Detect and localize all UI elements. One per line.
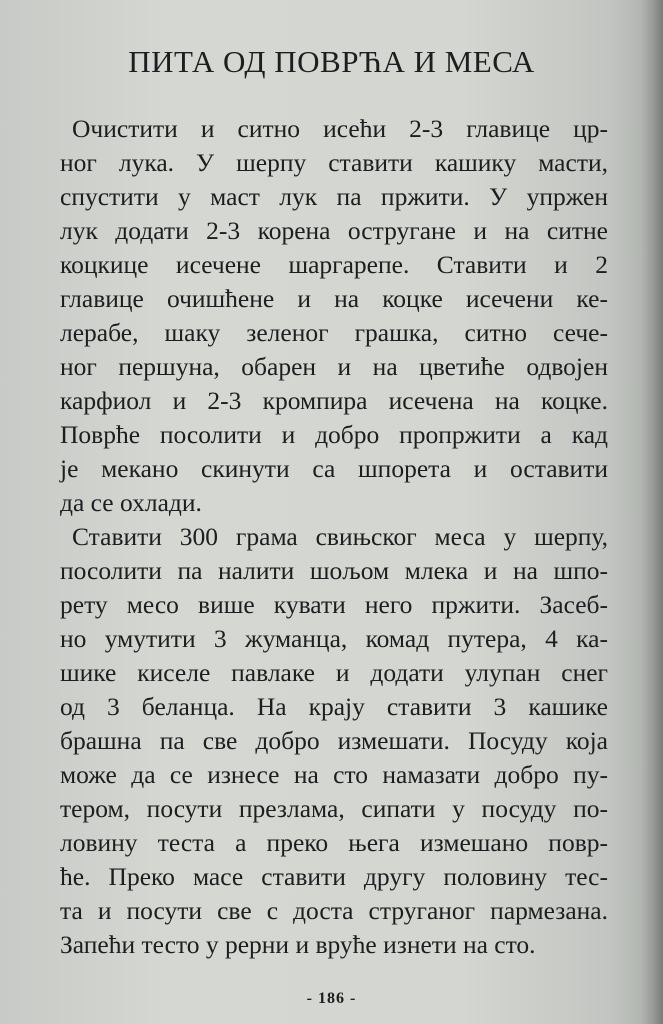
- text-line: лук додати 2-3 корена остругане и на ситне: [60, 216, 608, 245]
- text-line: ће. Преко масе ставити другу половину тес-: [60, 862, 608, 891]
- text-line: Запећи тесто у рерни и вруће изнети на сто.: [60, 930, 536, 959]
- text-line: спустити у маст лук па пржити. У упржен: [60, 182, 608, 211]
- text-line: тером, посути презлама, сипати у посуду по-: [60, 794, 608, 823]
- text-line: шике киселе павлаке и додати улупан снег: [60, 658, 608, 687]
- text-line: рету месо више кувати него пржити. Засеб-: [60, 590, 608, 619]
- text-line: ног першуна, обарен и на цветиће одвојен: [60, 352, 608, 381]
- text-line: лерабе, шаку зеленог грашка, ситно сече-: [60, 318, 608, 347]
- text-line: та и посути све с доста струганог пармезана.: [60, 896, 608, 925]
- text-line: но умутити 3 жуманца, комад путера, 4 ка-: [60, 624, 608, 653]
- recipe-title: ПИТА ОД ПОВРЋА И МЕСА: [128, 44, 535, 79]
- text-line: је мекано скинути са шпорета и оставити: [60, 454, 608, 483]
- text-line: коцкице исечене шаргарепе. Ставити и 2: [60, 250, 608, 279]
- text-line: Поврће посолити и добро пропржити а кад: [60, 420, 608, 449]
- text-line: од 3 беланца. На крају ставити 3 кашике: [60, 692, 608, 721]
- text-line: карфиол и 2-3 кромпира исечена на коцке.: [60, 386, 608, 415]
- text-line: може да се изнесе на сто намазати добро пу-: [60, 760, 608, 789]
- page-number: - 186 -: [306, 990, 357, 1007]
- text-line: да се охлади.: [60, 488, 202, 517]
- text-line: ног лука. У шерпу ставити кашику масти,: [60, 148, 608, 177]
- text-line: ловину теста а преко њега измешано повр-: [60, 828, 608, 857]
- text-line: Ставити 300 грама свињског меса у шерпу,: [72, 522, 608, 551]
- text-line: главице очишћене и на коцке исечени ке-: [60, 284, 608, 313]
- page-edge-shadow: [641, 0, 663, 1024]
- text-line: брашна па све добро измешати. Посуду која: [60, 726, 608, 755]
- text-line: посолити па налити шољом млека и на шпо-: [60, 556, 608, 585]
- text-line: Очистити и ситно исећи 2-3 главице цр-: [72, 114, 608, 143]
